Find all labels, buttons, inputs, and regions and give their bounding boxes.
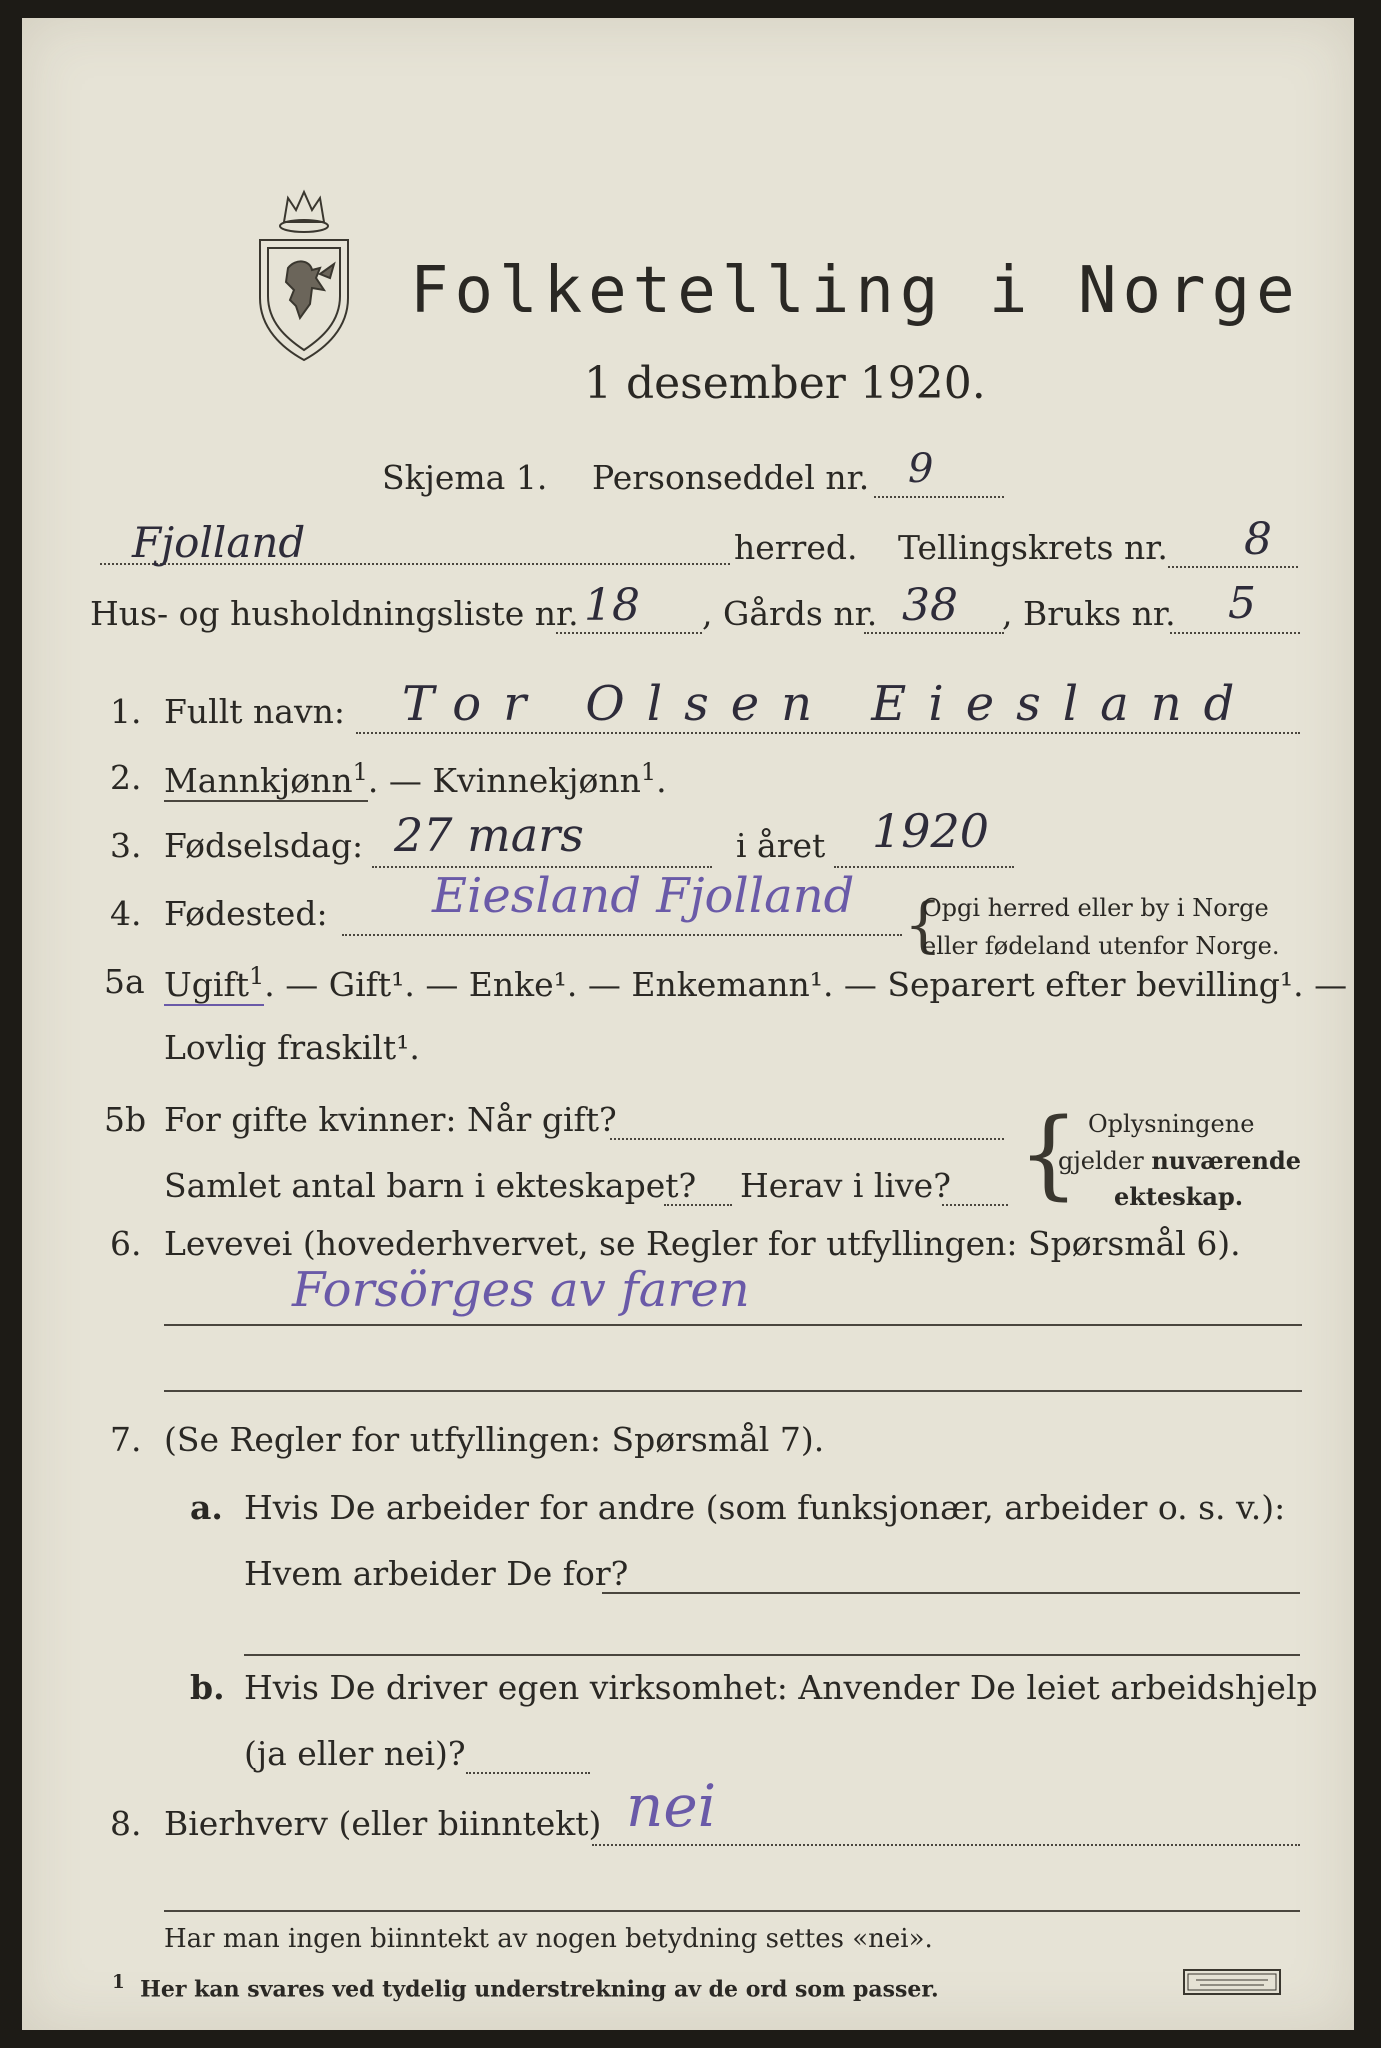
- livelihood-line-1: [164, 1324, 1302, 1326]
- q4-note-line2: eller fødeland utenfor Norge.: [922, 932, 1280, 960]
- q4-number: 4.: [110, 894, 142, 933]
- q5b-note2: gjelder nuværende: [1058, 1146, 1302, 1175]
- children-alive-line: [942, 1204, 1008, 1206]
- q1-label: Fullt navn:: [164, 692, 345, 731]
- herred-value[interactable]: Fjolland: [132, 518, 306, 567]
- q7b-line2: (ja eller nei)?: [244, 1734, 466, 1773]
- census-form: [22, 18, 1354, 2030]
- bruks-value[interactable]: 5: [1228, 578, 1256, 629]
- q7b-line1: Hvis De driver egen virksomhet: Anvender De leiet arbeidshjelp: [244, 1668, 1318, 1707]
- q4-brace: {: [904, 890, 943, 960]
- employer-line: [602, 1592, 1300, 1594]
- gards-line: [864, 632, 1004, 634]
- q8-number: 8.: [110, 1804, 142, 1843]
- q8-label: Bierhverv (eller biinntekt): [164, 1804, 602, 1843]
- gards-label: , Gårds nr.: [702, 594, 878, 633]
- birthplace-value[interactable]: Eiesland Fjolland: [432, 868, 855, 924]
- full-name-line: [356, 732, 1300, 734]
- q5b-line1: For gifte kvinner: Når gift?: [164, 1100, 617, 1139]
- side-income-value[interactable]: nei: [626, 1772, 717, 1840]
- q6-label: Levevei (hovederhvervet, se Regler for utfyllingen: Spørsmål 6).: [164, 1224, 1241, 1263]
- q5b-note3: ekteskap.: [1114, 1182, 1244, 1211]
- option-ugift[interactable]: Ugift$^1$: [164, 962, 265, 1004]
- q4-note-line1: Opgi herred eller by i Norge: [922, 894, 1269, 922]
- hired-help-line: [466, 1772, 590, 1774]
- tellingskrets-label: Tellingskrets nr.: [898, 528, 1168, 567]
- q5a-line2[interactable]: Lovlig fraskilt¹.: [164, 1028, 420, 1067]
- q6-number: 6.: [110, 1224, 142, 1263]
- q5a-line1: [164, 962, 1347, 1004]
- livelihood-line-2: [164, 1390, 1302, 1392]
- q2-options: Mannkjønn$^1$. — Kvinnekjønn$^1$.: [164, 758, 667, 800]
- q5b-number: 5b: [104, 1100, 147, 1139]
- printer-stamp-icon: [1182, 1968, 1282, 1996]
- form-title: Folketelling i Norge: [410, 254, 1301, 328]
- option-male[interactable]: Mannkjønn$^1$: [164, 758, 368, 800]
- q7a-letter: a.: [190, 1488, 223, 1527]
- q5b-children-label: Samlet antal barn i ekteskapet?: [164, 1166, 697, 1205]
- footnote: $^1$ Her kan svares ved tydelig understrekning av de ord som passer.: [112, 1972, 939, 2003]
- marital-options-rest[interactable]: . — Gift¹. — Enke¹. — Enkemann¹. — Separert efter bevilling¹. —: [264, 965, 1348, 1004]
- personseddel-line: [874, 496, 1004, 498]
- bruks-label: , Bruks nr.: [1002, 594, 1176, 633]
- q7-label: (Se Regler for utfyllingen: Spørsmål 7).: [164, 1420, 825, 1459]
- tellingskrets-line: [1168, 566, 1298, 568]
- q5b-brace: {: [1018, 1098, 1080, 1210]
- norwegian-coat-of-arms-icon: [250, 178, 358, 364]
- birthplace-line: [342, 934, 902, 936]
- year-label: i året: [736, 826, 826, 865]
- q3-number: 3.: [110, 826, 142, 865]
- q5b-note1: Oplysningene: [1088, 1110, 1255, 1138]
- q7b-letter: b.: [190, 1668, 225, 1707]
- option-female[interactable]: Kvinnekjønn: [432, 761, 641, 800]
- married-when-line: [610, 1138, 1004, 1140]
- q7-number: 7.: [110, 1420, 142, 1459]
- personseddel-value[interactable]: 9: [908, 446, 934, 492]
- full-name-value[interactable]: Tor Olsen Eiesland: [402, 676, 1257, 732]
- bruks-line: [1170, 632, 1300, 634]
- q4-label: Fødested:: [164, 894, 328, 933]
- herred-label: herred.: [734, 528, 858, 567]
- q5b-alive-label: Herav i live?: [740, 1166, 951, 1205]
- q2-number: 2.: [110, 758, 142, 797]
- gards-value[interactable]: 38: [902, 580, 958, 631]
- census-date: 1 desember 1920.: [584, 358, 986, 409]
- children-total-line: [664, 1204, 732, 1206]
- q7a-line2: Hvem arbeider De for?: [244, 1554, 629, 1593]
- tellingskrets-value[interactable]: 8: [1244, 514, 1272, 565]
- husliste-label: Hus- og husholdningsliste nr.: [90, 594, 579, 633]
- year-line: [834, 866, 1014, 868]
- birthday-value[interactable]: 27 mars: [394, 808, 584, 862]
- q5a-number: 5a: [104, 962, 145, 1001]
- skjema-label: Skjema 1.: [382, 458, 548, 497]
- personseddel-label: Personseddel nr.: [592, 458, 870, 497]
- q7a-line1: Hvis De arbeider for andre (som funksjonær, arbeider o. s. v.):: [244, 1488, 1286, 1527]
- side-income-line: [592, 1844, 1300, 1846]
- q1-number: 1.: [110, 692, 142, 731]
- birth-year-value[interactable]: 1920: [872, 804, 990, 858]
- q3-label: Fødselsdag:: [164, 826, 364, 865]
- livelihood-value[interactable]: Forsörges av faren: [292, 1262, 750, 1318]
- husliste-line: [556, 632, 702, 634]
- employer-line-2: [244, 1654, 1300, 1656]
- side-income-line-2: [164, 1910, 1300, 1912]
- footer-note: Har man ingen biinntekt av nogen betydning settes «nei».: [164, 1924, 933, 1954]
- husliste-value[interactable]: 18: [584, 580, 640, 631]
